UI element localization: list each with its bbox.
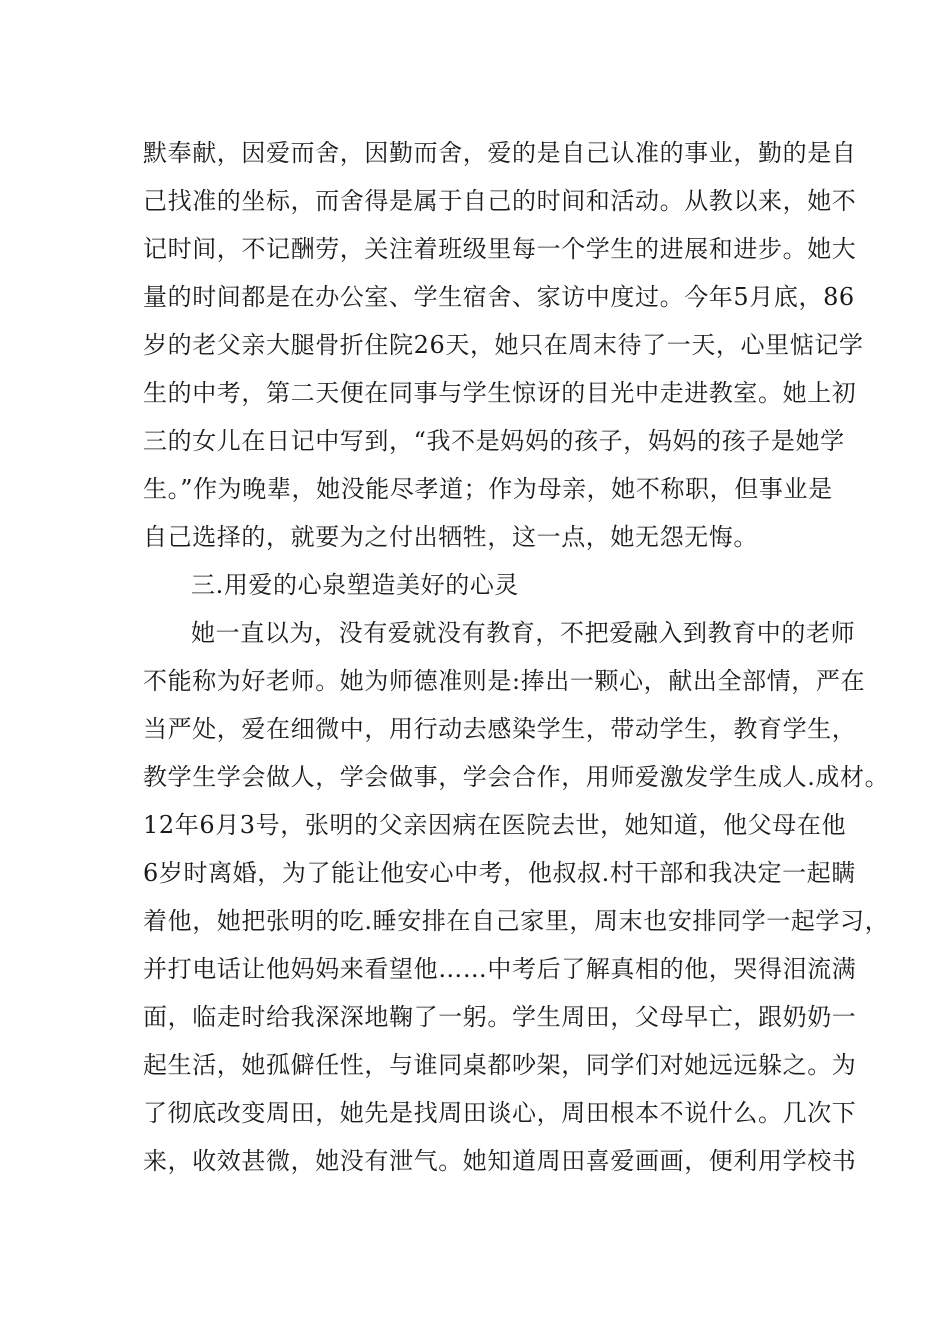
- text-line: 生的中考，第二天便在同事与学生惊讶的目光中走进教室。她上初: [143, 379, 857, 407]
- text-line: 12年6月3号，张明的父亲因病在医院去世，她知道，他父母在他: [143, 811, 847, 839]
- text-line: 生。”作为晚辈，她没能尽孝道；作为母亲，她不称职，但事业是: [143, 475, 833, 503]
- text-line: 教学生学会做人，学会做事，学会合作，用师爱激发学生成人.成材。: [143, 763, 890, 791]
- text-line: 三的女儿在日记中写到，“我不是妈妈的孩子，妈妈的孩子是她学: [143, 427, 845, 455]
- text-line: 当严处，爱在细微中，用行动去感染学生，带动学生，教育学生，: [143, 715, 857, 743]
- text-line: 量的时间都是在办公室、学生宿舍、家访中度过。今年5月底，86: [143, 283, 855, 311]
- text-line: 自己选择的，就要为之付出牺牲，这一点，她无怨无悔。: [143, 523, 758, 551]
- text-line: 着他，她把张明的吃.睡安排在自己家里，周末也安排同学一起学习，: [143, 907, 890, 935]
- section-heading: 三.用爱的心泉塑造美好的心灵: [191, 571, 520, 599]
- text-line: 记时间，不记酬劳，关注着班级里每一个学生的进展和进步。她大: [143, 235, 857, 263]
- text-line: 岁的老父亲大腿骨折住院26天，她只在周末待了一天，心里惦记学: [143, 331, 864, 359]
- text-line: 起生活，她孤僻任性，与谁同桌都吵架，同学们对她远远躲之。为: [143, 1051, 857, 1079]
- text-line: 默奉献，因爱而舍，因勤而舍，爱的是自己认准的事业，勤的是自: [143, 139, 857, 167]
- text-line: 了彻底改变周田，她先是找周田谈心，周田根本不说什么。几次下: [143, 1099, 857, 1127]
- text-line: 6岁时离婚，为了能让他安心中考，他叔叔.村干部和我决定一起瞒: [143, 859, 856, 887]
- text-line: 来，收效甚微，她没有泄气。她知道周田喜爱画画，便利用学校书: [143, 1147, 857, 1175]
- text-line: 不能称为好老师。她为师德准则是:捧出一颗心，献出全部情，严在: [143, 667, 866, 695]
- text-line: 己找准的坐标，而舍得是属于自己的时间和活动。从教以来，她不: [143, 187, 857, 215]
- text-line: 面，临走时给我深深地鞠了一躬。学生周田，父母早亡，跟奶奶一: [143, 1003, 857, 1031]
- paragraph-first-line: 她一直以为，没有爱就没有教育，不把爱融入到教育中的老师: [191, 619, 856, 647]
- text-line: 并打电话让他妈妈来看望他……中考后了解真相的他，哭得泪流满: [143, 955, 857, 983]
